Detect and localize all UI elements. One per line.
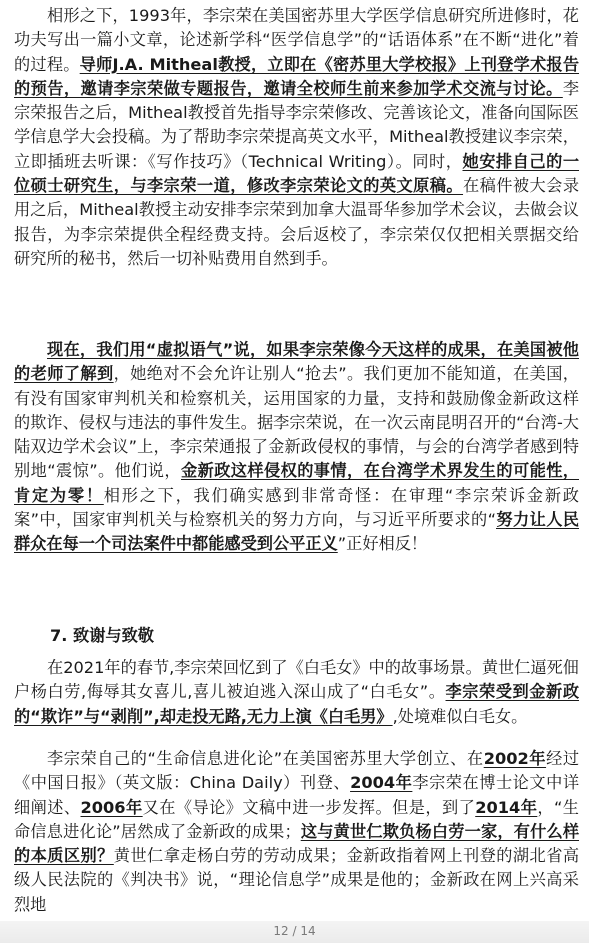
paragraph [14, 338, 579, 557]
text-run: ，“生命信息进化论”居然成了金新政的成果； [14, 797, 579, 841]
emphasized-text: 导师J.A. Mitheal教授，立即在《密苏里大学校报》上刊登学术报告的预告，邀请李宗荣做专题报告，邀请全校师生前来参加学术交流与讨论。 [14, 54, 580, 98]
text-run: 在2021年的春节,李宗荣回忆到了《白毛女》中的故事场景。黄世仁逼死佃户杨白劳,侮辱其女喜儿,喜儿被迫逃入深山成了“白毛女”。 [14, 658, 579, 702]
text-run: 李宗荣报告之后，Mitheal教授首先指导李宗荣修改、完善该论文，准备向国际医学信息学大会投稿。为了帮助李宗荣提高英文水平，Mitheal教授建议李宗荣，立即插班去听课：《写作技巧》（Technical Writing）。同时， [14, 78, 579, 171]
text-run: 经过《中国日报》（英文版：China Daily）刊登、 [14, 749, 580, 793]
text-run: ，她绝对不会允许让别人“抢去”。我们更加不能知道，在美国，有没有国家审判机关和检察机关，运用国家的力量，支持和鼓励像金新政这样的欺诈、侵权与违法的事件发生。据李宗荣说，在一次云南昆明召开的“台湾-大陆双边学术会议”上，李宗荣通报了金新政侵权的事情，与会的台湾学者感到特别地“震惊”。他们说， [14, 364, 579, 481]
emphasized-text: 2006年 [80, 797, 143, 817]
emphasized-text: 努力让人民群众在每一个司法案件中都能感受到公平正义 [14, 510, 580, 554]
text-run: 又在《导论》文稿中进一步发挥。但是，到了 [142, 797, 476, 817]
text-run: ,处境难似白毛女。 [392, 706, 528, 726]
text-run: ”正好相反！ [337, 534, 428, 554]
text-run: 李宗荣在博士论文中详细阐述、 [14, 773, 580, 817]
emphasized-text: 2004年 [350, 773, 413, 793]
text-run: 相形之下，我们确实感到非常奇怪：在审理“李宗荣诉金新政案”中，国家审判机关与检察机关的努力方向，与习近平所要求的“ [14, 485, 579, 530]
paragraph [14, 747, 579, 917]
section-heading: 7. 致谢与致敬 [50, 626, 154, 645]
paragraph [14, 4, 579, 271]
emphasized-text: 这与黄世仁欺负杨白劳一家，有什么样的本质区别？ [14, 821, 580, 866]
emphasized-text: 2002年 [483, 749, 547, 768]
text-run: 李宗荣自己的“生命信息进化论”在美国密苏里大学创立、在 [47, 749, 484, 768]
page-indicator: 12 / 14 [273, 924, 316, 938]
paragraph [14, 656, 579, 729]
emphasized-text: 2014年 [475, 797, 538, 817]
emphasized-text: 她安排自己的一位硕士研究生，与李宗荣一道，修改李宗荣论文的英文原稿。 [14, 151, 580, 196]
page-footer [0, 921, 589, 943]
text-run: 黄世仁拿走杨白劳的劳动成果；金新政指着网上刊登的湖北省高级人民法院的《判决书》说，“理论信息学”成果是他的；金新政在网上兴高采烈地 [14, 846, 580, 914]
text-run: 相形之下，1993年，李宗荣在美国密苏里大学医学信息研究所进修时，花功夫写出一篇小文章，论述新学科“医学信息学”的“话语体系”在不断“进化”着的过程。 [14, 6, 579, 74]
emphasized-text: 李宗荣受到金新政的“欺诈”与“剥削”,却走投无路,无力上演《白毛男》 [14, 682, 580, 726]
emphasized-text: 金新政这样侵权的事情，在台湾学术界发生的可能性，肯定为零！ [14, 461, 579, 505]
text-run: 在稿件被大会录用之后，Mitheal教授主动安排李宗荣到加拿大温哥华参加学术会议，去做会议报告，为李宗荣提供全程经费支持。会后返校了，李宗荣仅仅把相关票据交给研究所的秘书，然后一切补贴费用自然到手。 [14, 176, 580, 268]
emphasized-text: 现在，我们用“虚拟语气”说，如果李宗荣像今天这样的成果，在美国被他的老师了解到 [14, 340, 579, 384]
